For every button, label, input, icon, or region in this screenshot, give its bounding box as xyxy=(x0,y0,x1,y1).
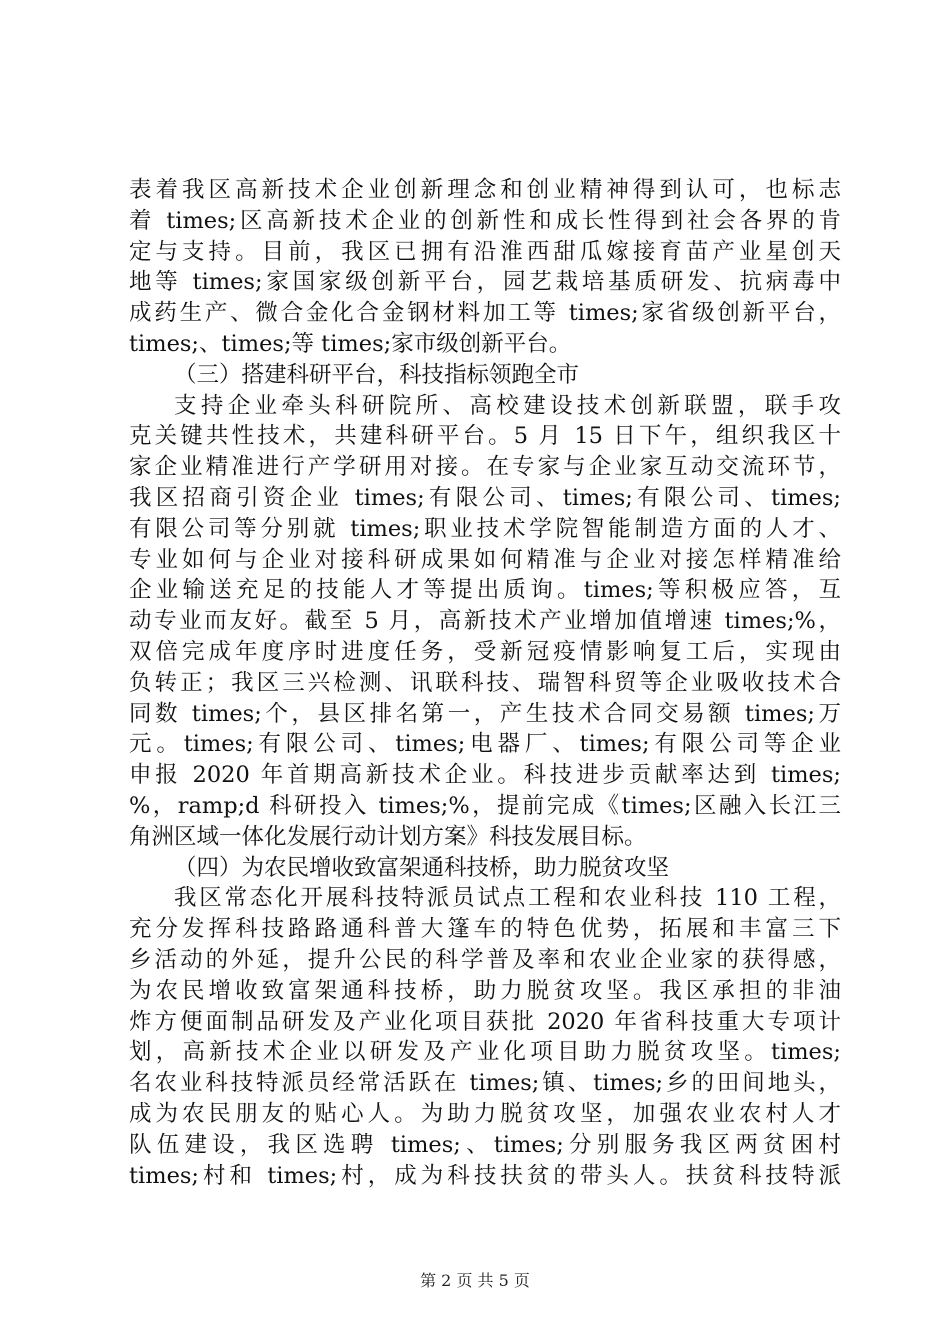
text-line: 成为农民朋友的贴心人。为助力脱贫攻坚，加强农业农村人才 xyxy=(129,1100,841,1127)
text-line: 炸方便面制品研发及产业化项目获批 2020 年省科技重大专项计 xyxy=(129,1008,841,1035)
text-line: %，ramp;d 科研投入 times;%，提前完成《times;区融入长江三 xyxy=(129,792,841,819)
text-line: 名农业科技特派员经常活跃在 times;镇、times;乡的田间地头， xyxy=(129,1070,841,1097)
text-line: 划，高新技术企业以研发及产业化项目助力脱贫攻坚。times; xyxy=(129,1039,841,1066)
text-line: 充分发挥科技路路通科普大篷车的特色优势，拓展和丰富三下 xyxy=(129,916,841,943)
text-line: 我区招商引资企业 times;有限公司、times;有限公司、times; xyxy=(129,484,841,511)
text-line: 家企业精准进行产学研用对接。在专家与企业家互动交流环节， xyxy=(129,454,841,481)
text-line: 我区常态化开展科技特派员试点工程和农业科技 110 工程， xyxy=(174,885,841,912)
text-line: 成药生产、微合金化合金钢材料加工等 times;家省级创新平台， xyxy=(129,300,841,327)
text-line: 表着我区高新技术企业创新理念和创业精神得到认可，也标志 xyxy=(129,177,841,203)
text-line: times;村和 times;村，成为科技扶贫的带头人。扶贫科技特派 xyxy=(129,1162,841,1189)
text-line: 地等 times;家国家级创新平台，园艺栽培基质研发、抗病毒中 xyxy=(129,269,841,296)
text-line: times;、times;等 times;家市级创新平台。 xyxy=(129,330,572,357)
text-line: 定与支持。目前，我区已拥有沿淮西甜瓜嫁接育苗产业星创天 xyxy=(129,238,841,265)
text-line: 支持企业牵头科研院所、高校建设技术创新联盟，联手攻 xyxy=(174,392,841,419)
text-line: 着 times;区高新技术企业的创新性和成长性得到社会各界的肯 xyxy=(129,207,841,234)
section-heading: （三）搭建科研平台，科技指标领跑全市 xyxy=(174,361,580,388)
text-line: 有限公司等分别就 times;职业技术学院智能制造方面的人才、 xyxy=(129,515,841,542)
text-line: 同数 times;个，县区排名第一，产生技术合同交易额 times;万 xyxy=(129,700,841,727)
text-line: 角洲区域一体化发展行动计划方案》科技发展目标。 xyxy=(129,823,647,850)
text-line: 动专业而友好。截至 5 月，高新技术产业增加值增速 times;%， xyxy=(129,608,841,635)
page-number-footer: 第 2 页 共 5 页 xyxy=(420,1271,530,1290)
text-line: 乡活动的外延，提升公民的科学普及率和农业企业家的获得感， xyxy=(129,946,841,973)
text-line: 负转正；我区三兴检测、讯联科技、瑞智科贸等企业吸收技术合 xyxy=(129,669,841,696)
text-line: 为农民增收致富架通科技桥，助力脱贫攻坚。我区承担的非油 xyxy=(129,977,841,1004)
text-line: 申报 2020 年首期高新技术企业。科技进步贡献率达到 times; xyxy=(129,762,841,789)
text-line: 队伍建设，我区选聘 times;、times;分别服务我区两贫困村 xyxy=(129,1131,841,1158)
text-line: 企业输送充足的技能人才等提出质询。times;等积极应答，互 xyxy=(129,577,841,604)
section-heading: （四）为农民增收致富架通科技桥，助力脱贫攻坚 xyxy=(174,854,670,881)
text-line: 克关键共性技术，共建科研平台。5 月 15 日下午，组织我区十 xyxy=(129,423,841,450)
text-line: 双倍完成年度序时进度任务，受新冠疫情影响复工后，实现由 xyxy=(129,638,841,665)
text-line: 专业如何与企业对接科研成果如何精准与企业对接怎样精准给 xyxy=(129,546,841,573)
document-body xyxy=(129,175,841,1191)
text-line: 元。times;有限公司、times;电器厂、times;有限公司等企业 xyxy=(129,731,841,758)
